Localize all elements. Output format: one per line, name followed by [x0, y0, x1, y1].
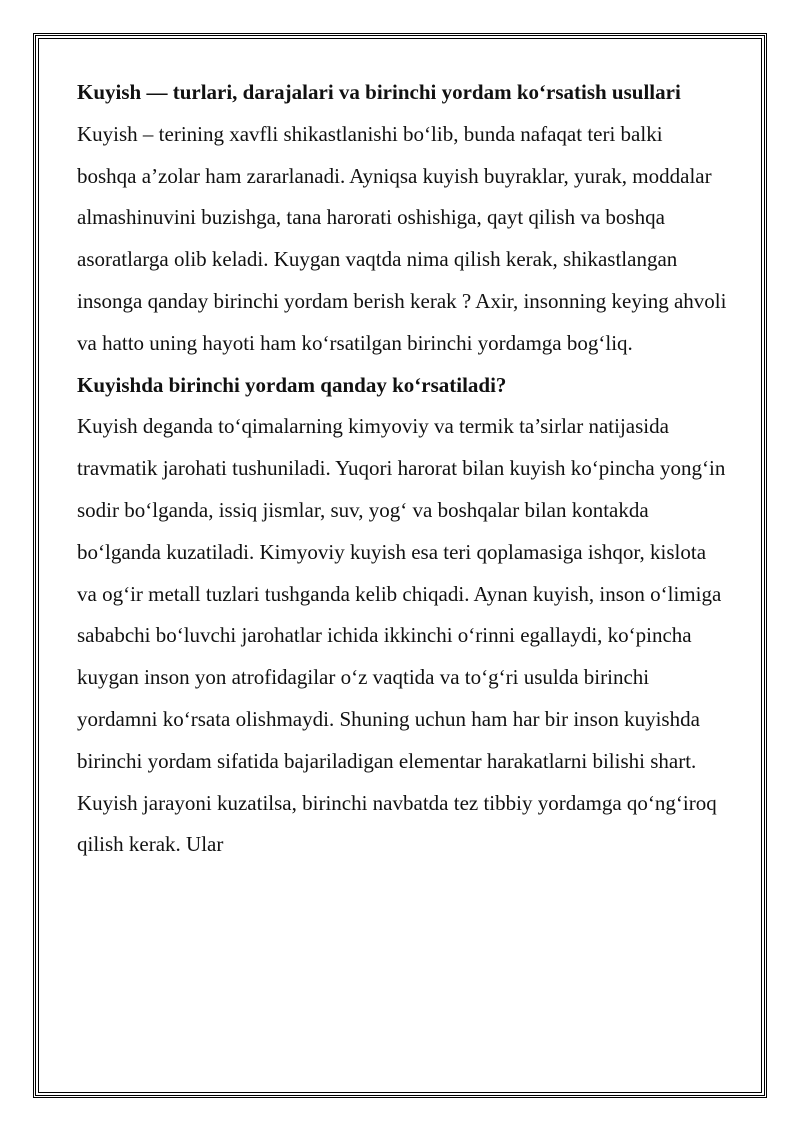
document-title: Kuyish — turlari, darajalari va birinchi yordam ko‘rsatish usullari — [77, 80, 681, 104]
document-body — [77, 72, 727, 866]
section-paragraph: Kuyish deganda to‘qimalarning kimyoviy va termik ta’sirlar natijasida travmatik jarohati tushuniladi. Yuqori harorat bilan kuyish ko‘pincha yong‘in sodir bo‘lganda, issiq jismlar, suv, yog‘ va boshqalar bilan kontakda bo‘lganda kuzatiladi. Kimyoviy kuyish esa teri qoplamasiga ishqor, kislota va og‘ir metall tuzlari tushganda kelib chiqadi. Aynan kuyish, inson o‘limiga sababchi bo‘luvchi jarohatlar ichida ikkinchi o‘rinni egallaydi, ko‘pincha kuygan inson yon atrofidagilar o‘z vaqtida va to‘g‘ri usulda birinchi yordamni ko‘rsata olishmaydi. Shuning uchun ham har bir inson kuyishda birinchi yordam sifatida bajariladigan elementar harakatlarni bilishi shart. Kuyish jarayoni kuzatilsa, birinchi navbatda tez tibbiy yordamga qo‘ng‘iroq qilish kerak. Ular — [77, 414, 726, 857]
section-heading: Kuyishda birinchi yordam qanday ko‘rsatiladi? — [77, 372, 507, 397]
intro-paragraph: Kuyish – terining xavfli shikastlanishi bo‘lib, bunda nafaqat teri balki boshqa a’zolar ham zararlanadi. Ayniqsa kuyish buyraklar, yurak, moddalar almashinuvini buzishga, tana harorati oshishiga, qayt qilish va boshqa asoratlarga olib keladi. Kuygan vaqtda nima qilish kerak, shikastlangan insonga qanday birinchi yordam berish kerak ? Axir, insonning keying ahvoli va hatto uning hayoti ham ko‘rsatilgan birinchi yordamga bog‘liq. — [77, 121, 727, 355]
